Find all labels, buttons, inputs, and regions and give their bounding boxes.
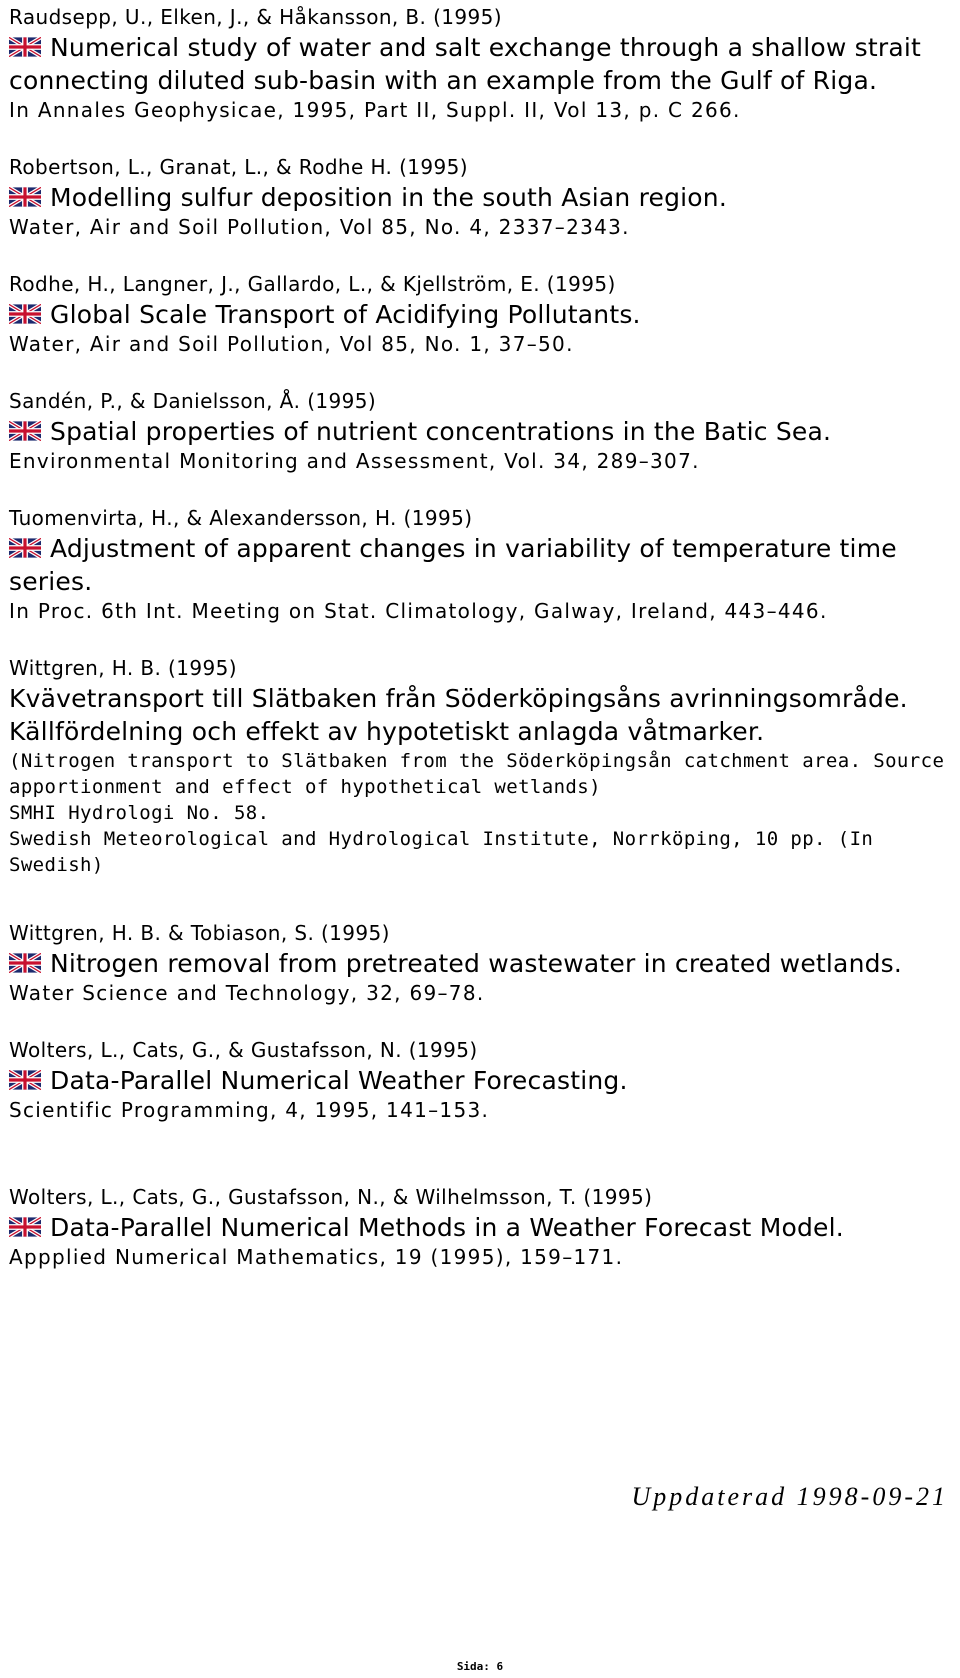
reference-title-line [9,298,949,331]
reference-publisher: Swedish Meteorological and Hydrological Institute, Norrköping, 10 pp. (In Swedish) [9,828,874,876]
reference-title: Data-Parallel Numerical Methods in a Weather Forecast Model. [50,1213,844,1242]
uk-flag-icon [9,421,41,441]
reference-item [9,655,949,878]
reference-authors: Sandén, P., & Danielsson, Å. (1995) [9,389,377,413]
reference-title: Modelling sulfur deposition in the south Asian region. [50,183,727,212]
reference-source: Water, Air and Soil Pollution, Vol 85, No. 1, 37–50. [9,332,574,356]
reference-title: Adjustment of apparent changes in variability of temperature time series. [9,534,897,596]
reference-item [9,505,949,625]
uk-flag-icon [9,304,41,324]
reference-source: In Annales Geophysicae, 1995, Part II, Suppl. II, Vol 13, p. C 266. [9,98,741,122]
reference-title: Kvävetransport till Slätbaken från Söderköpingsåns avrinningsområde. Källfördelning och effekt av hypotetiskt anlagda våtmarker. [9,684,908,746]
reference-authors: Raudsepp, U., Elken, J., & Håkansson, B. (1995) [9,5,502,29]
reference-source: Water Science and Technology, 32, 69–78. [9,981,485,1005]
reference-source: Scientific Programming, 4, 1995, 141–153. [9,1098,490,1122]
reference-authors: Wolters, L., Cats, G., Gustafsson, N., & Wilhelmsson, T. (1995) [9,1185,653,1209]
reference-title: Nitrogen removal from pretreated wastewater in created wetlands. [50,949,903,978]
uk-flag-icon [9,37,41,57]
reference-authors: Tuomenvirta, H., & Alexandersson, H. (1995) [9,506,473,530]
reference-list [9,4,949,1301]
reference-title-line [9,1211,949,1244]
reference-authors: Robertson, L., Granat, L., & Rodhe H. (1995) [9,155,468,179]
reference-authors: Wittgren, H. B. (1995) [9,656,237,680]
reference-item [9,154,949,241]
reference-item [9,1184,949,1271]
reference-title-line [9,31,949,97]
reference-title: Numerical study of water and salt exchange through a shallow strait connecting diluted sub-basin with an example from the Gulf of Riga. [9,33,922,95]
reference-source: Water, Air and Soil Pollution, Vol 85, No. 4, 2337–2343. [9,215,630,239]
reference-title: Spatial properties of nutrient concentrations in the Batic Sea. [50,417,832,446]
reference-title-line [9,415,949,448]
uk-flag-icon [9,187,41,207]
reference-source: In Proc. 6th Int. Meeting on Stat. Climatology, Galway, Ireland, 443–446. [9,599,828,623]
reference-authors: Wolters, L., Cats, G., & Gustafsson, N. (1995) [9,1038,478,1062]
reference-title-line [9,947,949,980]
reference-title-line [9,1064,949,1097]
reference-title: Global Scale Transport of Acidifying Pollutants. [50,300,641,329]
reference-source: (Nitrogen transport to Slätbaken from the Söderköpingsån catchment area. Source apportionment and effect of hypothetical wetlands) [9,750,945,798]
updated-date: Uppdaterad 1998-09-21 [631,1482,948,1511]
reference-item [9,271,949,358]
reference-title-line [9,181,949,214]
reference-title: Data-Parallel Numerical Weather Forecasting. [50,1066,628,1095]
reference-item [9,1037,949,1124]
reference-item [9,920,949,1007]
reference-item [9,4,949,124]
reference-authors: Wittgren, H. B. & Tobiason, S. (1995) [9,921,390,945]
reference-series: SMHI Hydrologi No. 58. [9,802,270,824]
page-number: Sida: 6 [456,1660,504,1673]
reference-source: Environmental Monitoring and Assessment, Vol. 34, 289–307. [9,449,700,473]
reference-authors: Rodhe, H., Langner, J., Gallardo, L., & Kjellström, E. (1995) [9,272,616,296]
uk-flag-icon [9,953,41,973]
reference-item [9,388,949,475]
uk-flag-icon [9,1217,41,1237]
uk-flag-icon [9,1070,41,1090]
uk-flag-icon [9,538,41,558]
reference-source: Appplied Numerical Mathematics, 19 (1995), 159–171. [9,1245,624,1269]
reference-title-line [9,532,949,598]
